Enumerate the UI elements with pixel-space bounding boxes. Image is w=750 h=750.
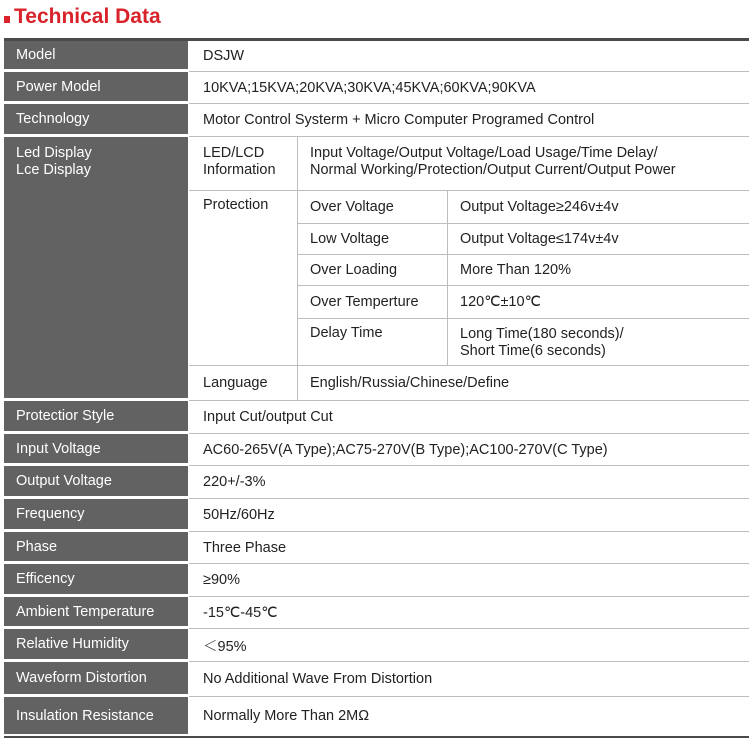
protection-item-value: More Than 120% <box>460 261 571 278</box>
row-value: ＜95% <box>189 629 749 662</box>
row-waveform-distortion <box>4 662 749 697</box>
info-label-line: LED/LCD <box>203 145 265 161</box>
protection-item-value: Output Voltage≤174v±4v <box>460 230 619 247</box>
protection-item-value <box>460 326 749 362</box>
row-label: Relative Humidity <box>4 629 188 662</box>
language-value: English/Russia/Chinese/Define <box>310 375 510 391</box>
row-label: Output Voltage <box>4 466 188 499</box>
row-value: 50Hz/60Hz <box>189 499 749 532</box>
page-title-text: Technical Data <box>14 5 161 28</box>
row-label: Input Voltage <box>4 434 188 466</box>
divider <box>297 137 298 401</box>
row-frequency <box>4 499 749 532</box>
row-value: Normally More Than 2MΩ <box>203 707 370 724</box>
row-value: 10KVA;15KVA;20KVA;30KVA;45KVA;60KVA;90KVA <box>189 72 749 104</box>
protection-item-value: 120℃±10℃ <box>460 293 541 310</box>
row-value: ≥90% <box>189 564 749 597</box>
row-value: No Additional Wave From Distortion <box>189 662 749 697</box>
row-power-model <box>4 72 749 104</box>
row-label: Technology <box>4 104 188 137</box>
row-label: Power Model <box>4 72 188 104</box>
row-label: Insulation Resistance <box>4 697 188 734</box>
info-value <box>310 145 749 185</box>
protection-label: Protection <box>203 197 269 213</box>
title-bullet-icon <box>4 16 10 23</box>
row-input-voltage <box>4 434 749 466</box>
info-label <box>203 145 297 185</box>
divider <box>298 318 749 319</box>
row-label: Phase <box>4 532 188 564</box>
row-value: Motor Control Systerm + Micro Computer Programed Control <box>189 104 749 137</box>
technical-data-table <box>4 38 749 738</box>
language-label: Language <box>203 375 268 391</box>
divider <box>447 190 448 365</box>
row-phase <box>4 532 749 564</box>
protection-item-name: Over Temperture <box>310 293 419 310</box>
row-label: Protectior Style <box>4 401 188 434</box>
row-value: Input Cut/output Cut <box>189 401 749 434</box>
info-value-line: Input Voltage/Output Voltage/Load Usage/Time Delay/ <box>310 145 658 161</box>
row-label: Efficency <box>4 564 188 597</box>
row-insulation-resistance <box>4 697 749 734</box>
delay-time-line: Short Time(6 seconds) <box>460 343 606 359</box>
row-technology <box>4 104 749 137</box>
row-label: Waveform Distortion <box>4 662 188 697</box>
lce-display-label: Lce Display <box>16 162 91 178</box>
row-model <box>4 41 749 72</box>
page-title <box>4 2 161 32</box>
row-label <box>4 137 188 401</box>
protection-item-name: Over Voltage <box>310 198 394 215</box>
row-protection-style <box>4 401 749 434</box>
row-efficiency <box>4 564 749 597</box>
row-label: Ambient Temperature <box>4 597 188 629</box>
info-label-line: Information <box>203 162 276 178</box>
delay-time-line: Long Time(180 seconds)/ <box>460 326 624 342</box>
row-ambient-temperature <box>4 597 749 629</box>
protection-item-name: Delay Time <box>310 325 383 341</box>
row-value: Three Phase <box>189 532 749 564</box>
row-value: AC60-265V(A Type);AC75-270V(B Type);AC100-270V(C Type) <box>189 434 749 466</box>
protection-item-name: Over Loading <box>310 261 398 278</box>
protection-item-name: Low Voltage <box>310 230 390 247</box>
info-value-line: Normal Working/Protection/Output Current/Output Power <box>310 162 676 178</box>
protection-item-value: Output Voltage≥246v±4v <box>460 198 619 215</box>
row-relative-humidity <box>4 629 749 662</box>
row-label: Frequency <box>4 499 188 532</box>
row-value: 220+/-3% <box>189 466 749 499</box>
led-display-label: Led Display <box>16 145 92 161</box>
row-value: DSJW <box>189 41 749 72</box>
row-output-voltage <box>4 466 749 499</box>
row-led-display <box>4 137 749 401</box>
row-value: -15℃-45℃ <box>189 597 749 629</box>
row-label: Model <box>4 41 188 72</box>
